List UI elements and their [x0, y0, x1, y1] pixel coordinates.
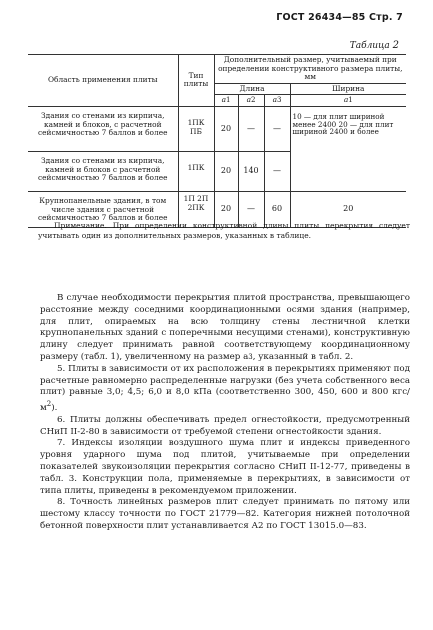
cell-a1: 20 [214, 191, 238, 227]
cell-a2: — [238, 106, 264, 151]
body-text [40, 260, 410, 533]
header-length: Длина [214, 83, 290, 95]
cell-a3: — [264, 151, 290, 191]
header-type: Тип плиты [178, 55, 214, 107]
cell-type: 1ПК [178, 151, 214, 191]
paragraph: 5. Плиты в зависимости от их расположения в перекрытиях применяют под расчетные равномерно распределенные нагрузки (без учета собственного веса плит) равные 3,0; 4,5; 6,0 и 8,0 кПа (соответственно 300, 450, 600 и 800 кгс/$м^2$). [40, 363, 410, 414]
paragraph: 7. Индексы изоляции воздушного шума плит и индексы приведенного уровня ударного шума под плитой, учитываемые при определении показателей звукоизоляции перекрытия согласно СНиП II-12-77, приведены в табл. 3. Конструкции пола, применяемые в перекрытиях, в зависимости от типа плиты, приведены в рекомендуемом приложении. [40, 438, 410, 496]
header-a1: a1 [214, 95, 238, 107]
table-title-number: 2 [392, 40, 399, 51]
cell-type: 1ПК ПБ [178, 106, 214, 151]
cell-type: 1П 2П 2ПК [178, 191, 214, 227]
cell-area: Крупнопанельные здания, в том числе здания с расчетной сейсмичностью 7 баллов и более [28, 191, 178, 227]
data-table [28, 54, 406, 228]
header-area: Область применения плиты [28, 55, 178, 107]
cell-a3: — [264, 106, 290, 151]
header-width-a1: a1 [290, 95, 406, 107]
table-title-word: Таблица [349, 41, 390, 51]
header-extra-size: Дополнительный размер, учитываемый при определении конструктивного размера плиты, мм [214, 55, 406, 84]
cell-a3: 60 [264, 191, 290, 227]
page-header: ГОСТ 26434—85 Стр. 7 [276, 12, 403, 23]
table-title [350, 40, 399, 51]
paragraph: В случае необходимости перекрытия плитой пространства, превышающего расстояние между соседними координационными осями здания (например, для плит, опираемых на всю толщину стены лестничной клетки крупнопанельных зданий с поперечными несущими стенами), конструктивную длину следует принимать равной соответствующему координационному размеру (табл. 1), увеличенному на размер a3, указанный в табл. 2. [40, 293, 410, 362]
header-width: Ширина [290, 83, 406, 95]
cell-a2: — [238, 191, 264, 227]
cell-width: 10 — для плит шириной менее 2400 20 — для плит шириной 2400 и более [290, 106, 406, 191]
paragraph: 8. Точность линейных размеров плит следует принимать по пятому или шестому классу точности по ГОСТ 21779—82. Категория нижней потолочной бетонной поверхности плит устанавливается А2 по ГОСТ 13015.0—83. [40, 497, 410, 532]
table-row [28, 106, 406, 151]
cell-a1: 20 [214, 106, 238, 151]
cell-a2: 140 [238, 151, 264, 191]
table-note: Примечание. При определении конструктивной длины плиты перекрытия следует учитывать один из дополнительных размеров, указанных в таблице. [38, 221, 410, 240]
header-a3: a3 [264, 95, 290, 107]
table-header-row [28, 55, 406, 84]
cell-area: Здания со стенами из кирпича, камней и блоков с расчетной сейсмичностью 7 баллов и более [28, 151, 178, 191]
cell-width: 20 [290, 191, 406, 227]
cell-area: Здания со стенами из кирпича, камней и блоков, с расчетной сейсмичностью 7 баллов и более [28, 106, 178, 151]
cell-a1: 20 [214, 151, 238, 191]
paragraph: 6. Плиты должны обеспечивать предел огнестойкости, предусмотренный СНиП II-2-80 в зависимости от требуемой степени огнестойкости здания. [40, 414, 410, 437]
header-a2: a2 [238, 95, 264, 107]
